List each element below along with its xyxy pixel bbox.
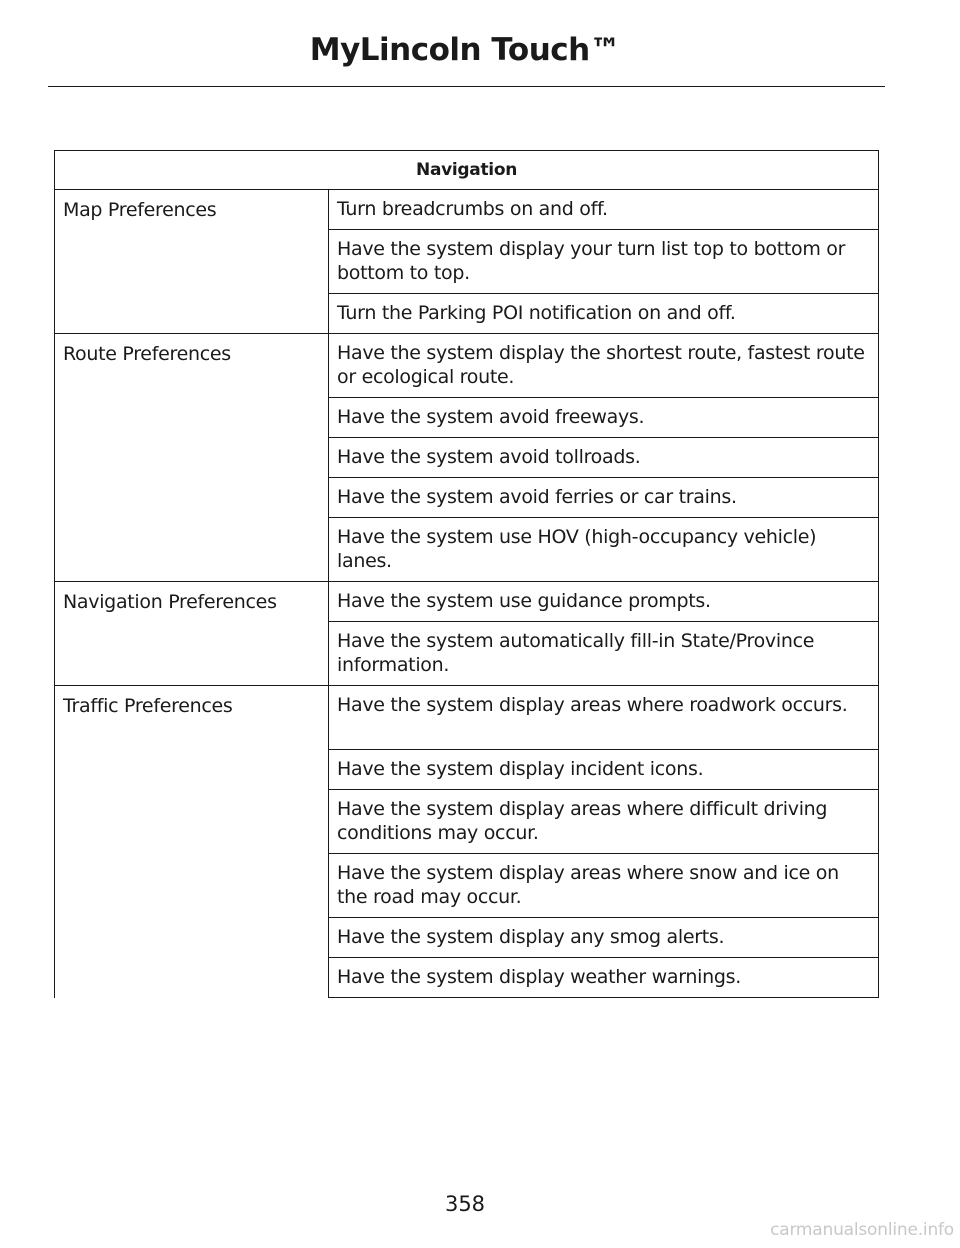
table-heading: Navigation <box>55 151 879 190</box>
category-route-preferences: Route Preferences <box>55 334 329 582</box>
description-cell: Have the system display weather warnings. <box>329 958 879 998</box>
table-row <box>55 190 879 230</box>
description-cell: Have the system avoid ferries or car trains. <box>329 478 879 518</box>
page-title: MyLincoln Touch™ <box>309 32 621 68</box>
description-cell: Have the system use HOV (high-occupancy vehicle) lanes. <box>329 518 879 582</box>
table-header-row <box>55 151 879 190</box>
description-cell: Have the system avoid freeways. <box>329 398 879 438</box>
description-cell: Have the system display any smog alerts. <box>329 918 879 958</box>
table-row <box>55 334 879 398</box>
table-row <box>55 686 879 750</box>
description-cell: Have the system automatically fill-in State/Province information. <box>329 622 879 686</box>
description-cell: Turn breadcrumbs on and off. <box>329 190 879 230</box>
watermark: carmanualsonline.info <box>770 1220 954 1240</box>
navigation-table <box>54 150 879 998</box>
description-cell: Have the system display areas where roadwork occurs. <box>329 686 879 750</box>
description-cell: Have the system display the shortest route, fastest route or ecological route. <box>329 334 879 398</box>
description-cell: Turn the Parking POI notification on and off. <box>329 294 879 334</box>
category-navigation-preferences: Navigation Preferences <box>55 582 329 686</box>
category-map-preferences: Map Preferences <box>55 190 329 334</box>
table-row <box>55 582 879 622</box>
description-cell: Have the system display your turn list top to bottom or bottom to top. <box>329 230 879 294</box>
description-cell: Have the system display incident icons. <box>329 750 879 790</box>
title-divider <box>48 86 885 87</box>
page-number: 358 <box>444 1192 486 1216</box>
description-cell: Have the system display areas where difficult driving conditions may occur. <box>329 790 879 854</box>
description-cell: Have the system avoid tollroads. <box>329 438 879 478</box>
description-cell: Have the system use guidance prompts. <box>329 582 879 622</box>
description-cell: Have the system display areas where snow and ice on the road may occur. <box>329 854 879 918</box>
category-traffic-preferences: Traffic Preferences <box>55 686 329 998</box>
